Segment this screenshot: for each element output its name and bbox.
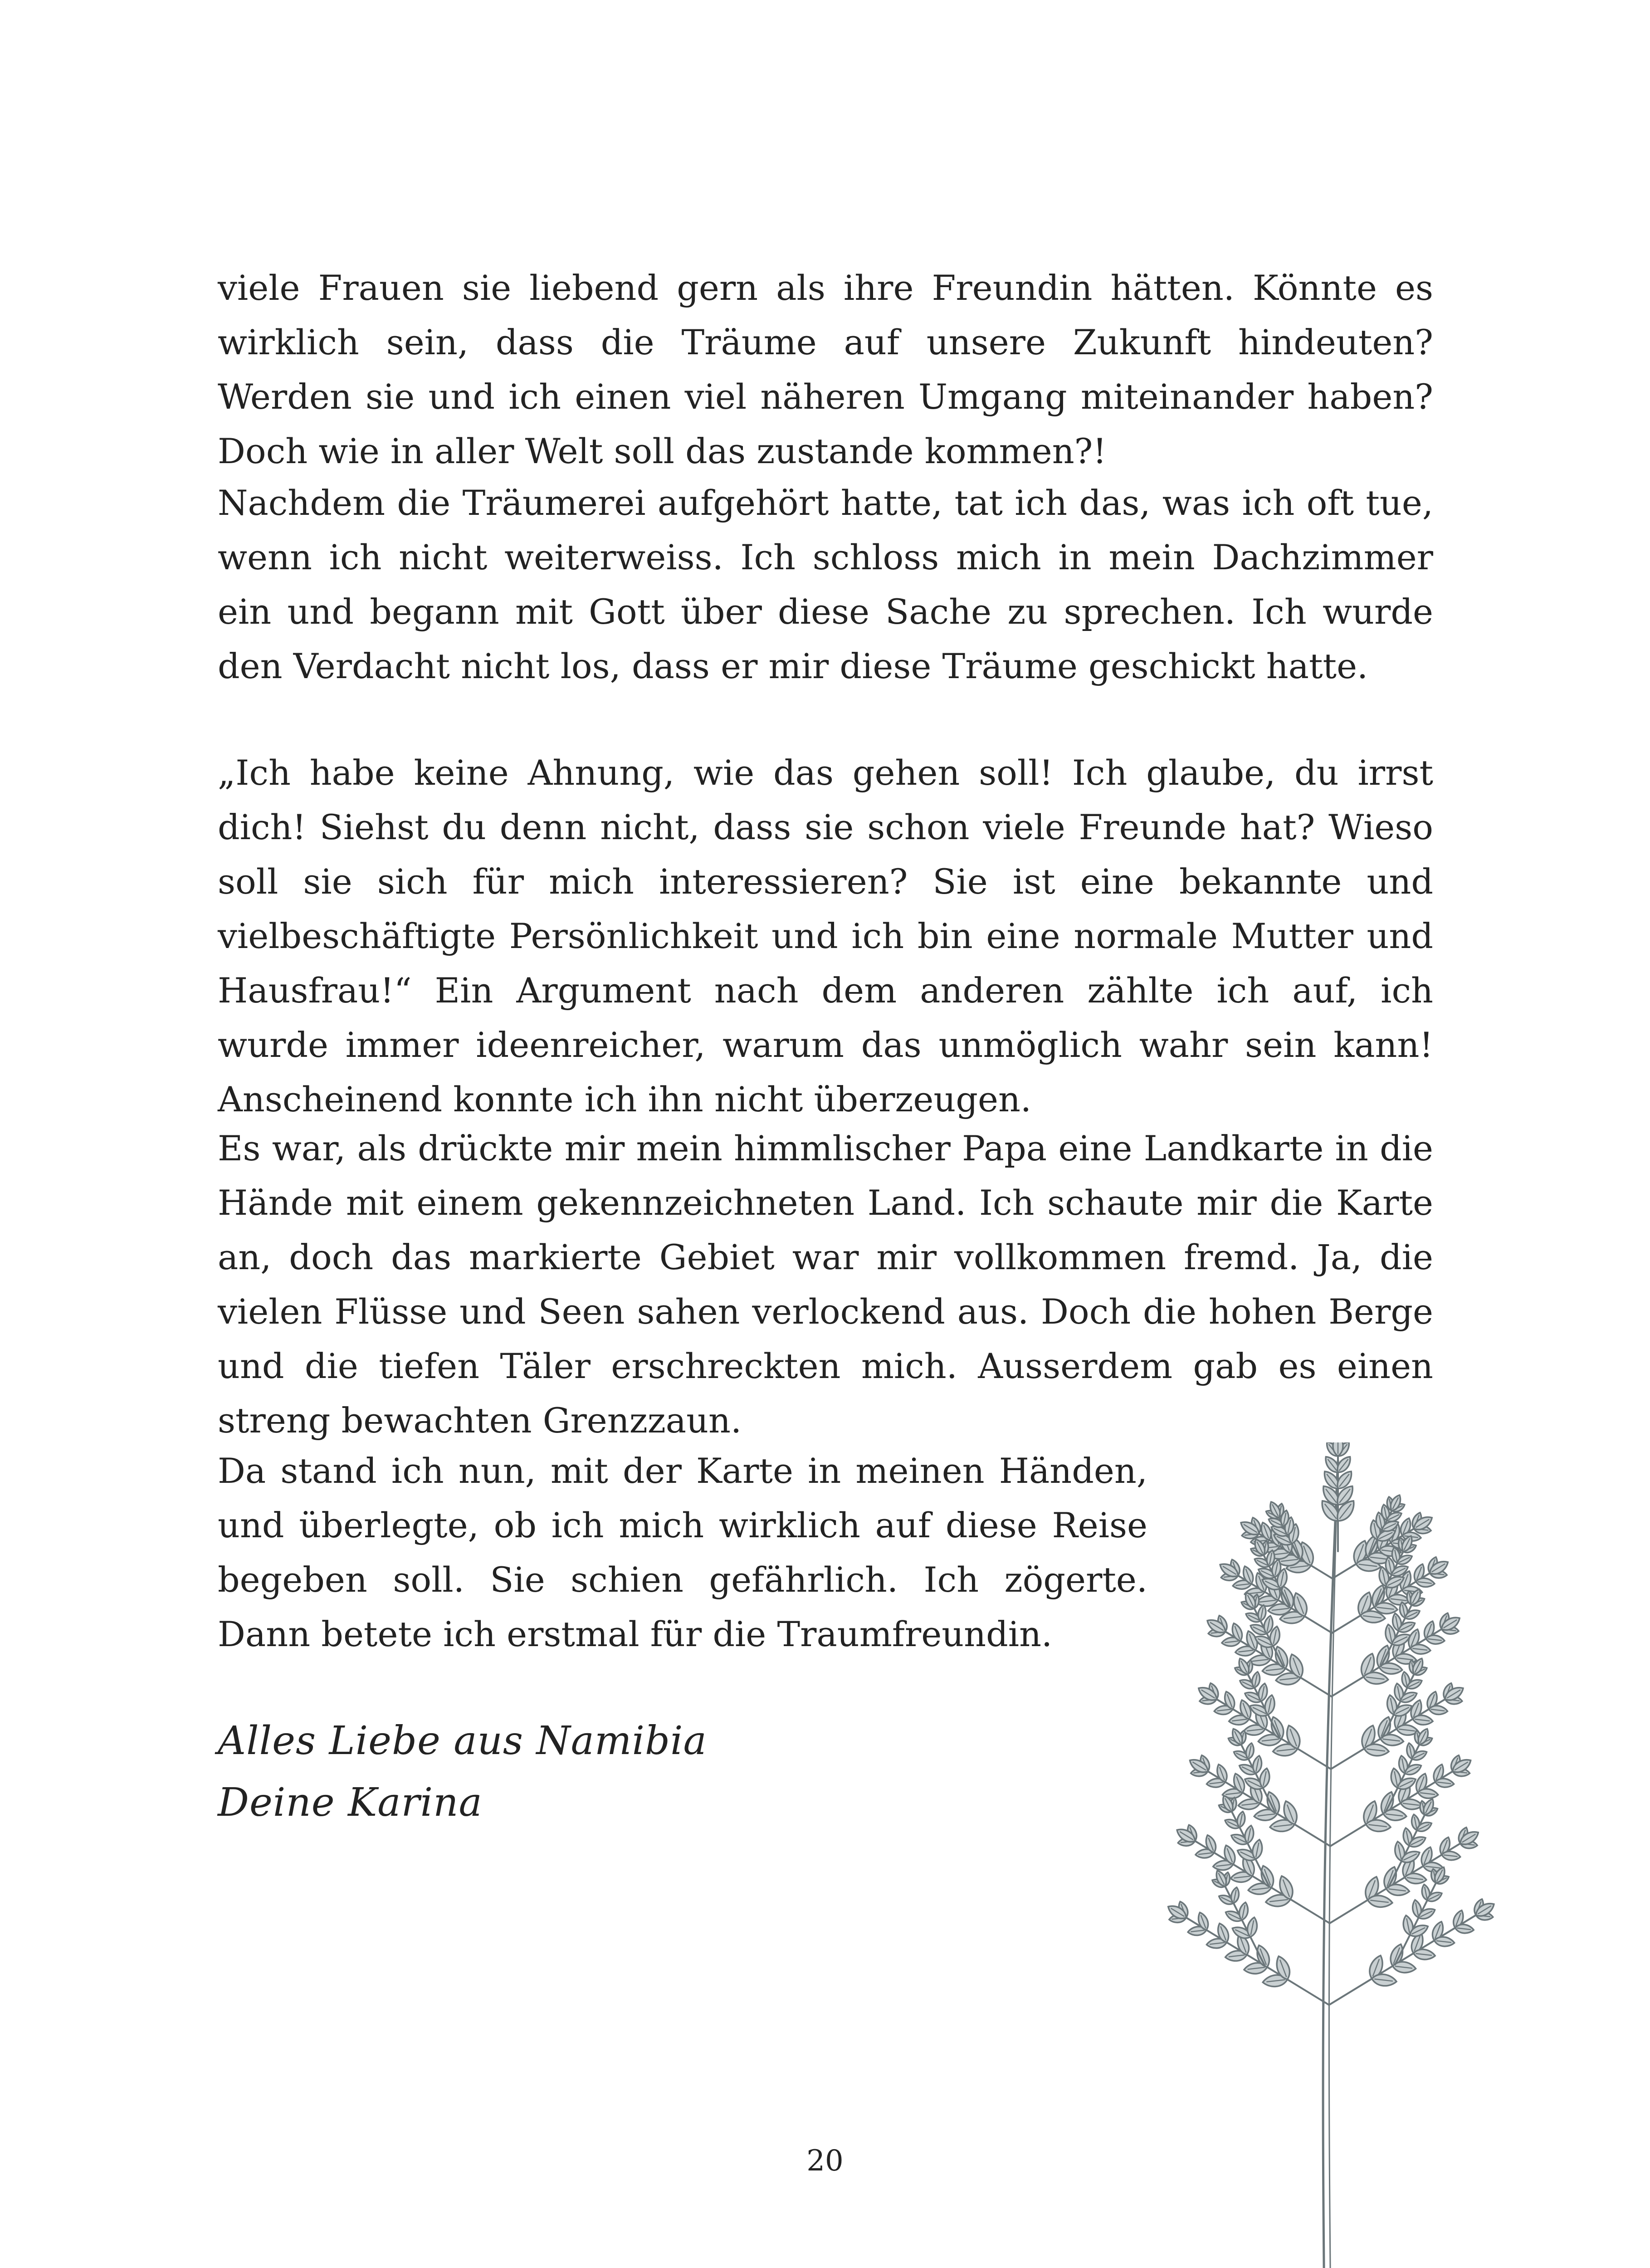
- paragraph-5: Da stand ich nun, mit der Karte in meinen Händen, und überlegte, ob ich mich wirklich auf diese Reise begeben soll. Sie schien gefährlich. Ich zögerte. Dann betete ich erstmal für die Traumfreundin.: [218, 1451, 1147, 1654]
- paragraph-4: Es war, als drückte mir mein himmlischer Papa eine Landkarte in die Hände mit einem gekennzeichneten Land. Ich schaute mir die Karte an, doch das markierte Gebiet war mir vollkommen fremd. Ja, die vielen Flüsse und Seen sahen verlockend aus. Doch die hohen Berge und die tiefen Täler erschreckten mich. Ausserdem gab es einen streng bewachten Grenzzaun.: [218, 1128, 1433, 1441]
- signature-name: Deine Karina: [218, 1780, 483, 1825]
- paragraph-3: „Ich habe keine Ahnung, wie das gehen soll! Ich glaube, du irrst dich! Siehst du denn nicht, dass sie schon viele Freunde hat? Wieso soll sie sich für mich interessieren? Sie ist eine bekannte und vielbeschäftigte Persönlichkeit und ich bin eine normale Mutter und Hausfrau!“ Ein Argument nach dem anderen zählte ich auf, ich wurde immer ideenreicher, warum das unmöglich wahr sein kann! Anscheinend konnte ich ihn nicht überzeugen.: [218, 753, 1433, 1119]
- page-number: 20: [806, 2144, 844, 2178]
- paragraph-2: Nachdem die Träumerei aufgehört hatte, tat ich das, was ich oft tue, wenn ich nicht weiterweiss. Ich schloss mich in mein Dachzimmer ein und begann mit Gott über diese Sache zu sprechen. Ich wurde den Verdacht nicht los, dass er mir diese Träume geschickt hatte.: [218, 483, 1433, 686]
- signature-greeting: Alles Liebe aus Namibia: [218, 1718, 707, 1764]
- signature: [218, 1710, 943, 1833]
- paragraph-1: viele Frauen sie liebend gern als ihre Freundin hätten. Könnte es wirklich sein, dass die Träume auf unsere Zukunft hindeuten? Werden sie und ich einen viel näheren Umgang miteinander haben? Doch wie in aller Welt soll das zustande kommen?!: [218, 268, 1433, 471]
